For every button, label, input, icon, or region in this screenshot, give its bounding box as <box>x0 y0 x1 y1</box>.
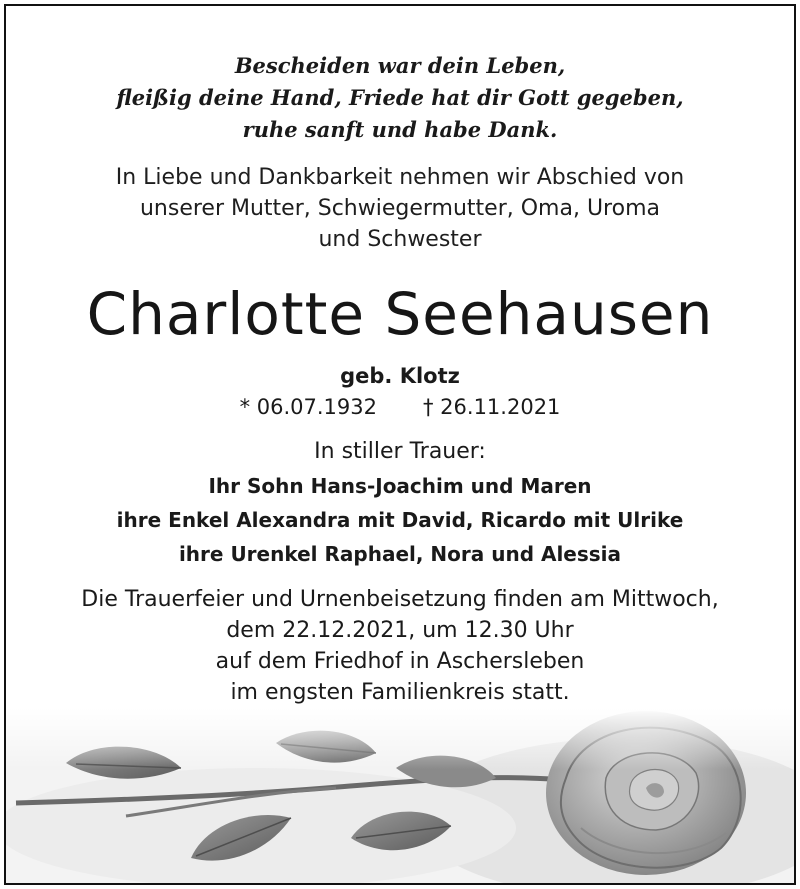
ceremony-info <box>6 584 794 708</box>
birth-date: * 06.07.1932 <box>239 395 377 419</box>
ceremony-line: auf dem Friedhof in Aschersleben <box>215 649 585 674</box>
mourners-list <box>6 469 794 571</box>
rose-illustration <box>6 708 794 883</box>
poem-line: ruhe sanft und habe Dank. <box>242 117 558 142</box>
ceremony-line: Die Trauerfeier und Urnenbeisetzung finden am Mittwoch, <box>81 587 719 612</box>
obituary-notice <box>4 4 796 885</box>
intro-text <box>6 162 794 255</box>
mourner-line: ihre Enkel Alexandra mit David, Ricardo mit Ulrike <box>116 508 684 532</box>
intro-line: und Schwester <box>318 227 482 252</box>
ceremony-line: dem 22.12.2021, um 12.30 Uhr <box>226 618 574 643</box>
ceremony-line: im engsten Familienkreis statt. <box>230 680 570 705</box>
mourner-line: Ihr Sohn Hans-Joachim und Maren <box>208 474 592 498</box>
mourner-line: ihre Urenkel Raphael, Nora und Alessia <box>178 542 622 566</box>
poem-line: Bescheiden war dein Leben, <box>234 53 566 78</box>
deceased-name: Charlotte Seehausen <box>86 280 714 348</box>
life-dates <box>6 392 794 422</box>
maiden-name: geb. Klotz <box>340 364 460 388</box>
intro-line: unserer Mutter, Schwiegermutter, Oma, Uroma <box>139 196 660 221</box>
intro-line: In Liebe und Dankbarkeit nehmen wir Abschied von <box>115 165 685 190</box>
poem-line: fleißig deine Hand, Friede hat dir Gott gegeben, <box>116 85 684 110</box>
poem-verse <box>6 50 794 146</box>
mourning-heading: In stiller Trauer: <box>314 439 486 464</box>
death-date: † 26.11.2021 <box>423 395 561 419</box>
